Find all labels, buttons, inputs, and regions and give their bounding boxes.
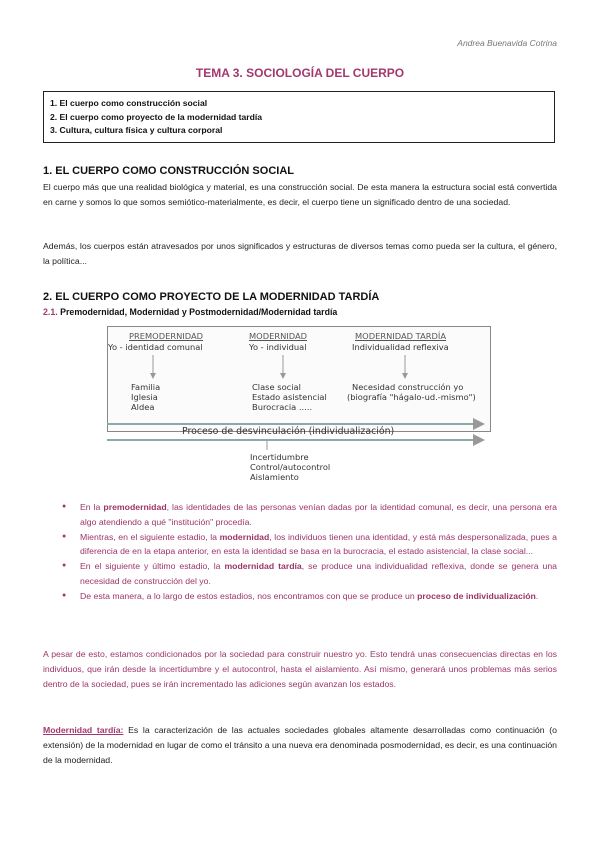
outcome-item: Aislamiento bbox=[250, 472, 299, 482]
toc-item: 3. Cultura, cultura física y cultura corporal bbox=[50, 125, 223, 135]
subsection-number: 2.1. bbox=[43, 307, 58, 317]
definition-keyword: Modernidad tardía: bbox=[43, 725, 124, 735]
subsection-title: Premodernidad, Modernidad y Postmodernidad/Modernidad tardía bbox=[60, 307, 338, 317]
bullet-item: ● En la premodernidad, las identidades de las personas venían dadas por la identidad comunal, es decir, una persona era algo atendiendo a qué "institución" procedía. bbox=[62, 500, 557, 530]
late-modernity-definition bbox=[43, 723, 557, 767]
modernity-identity: Yo - individual bbox=[249, 342, 307, 352]
process-label: Proceso de desvinculación (individualización) bbox=[182, 426, 395, 437]
section-1-heading: 1. EL CUERPO COMO CONSTRUCCIÓN SOCIAL bbox=[43, 165, 294, 177]
late-modernity-identity: Individualidad reflexiva bbox=[352, 342, 449, 352]
modernity-label: MODERNIDAD bbox=[249, 331, 308, 341]
late-modernity-item: Necesidad construcción yo bbox=[352, 382, 464, 392]
section-1-paragraph-1: El cuerpo más que una realidad biológica y material, es una construcción social. De esta manera la estructura social está convertida en carne y somos lo que somos semiótico-materialmente, es decir, el cuerpo tiene un significado dentro de una sociedad. bbox=[43, 182, 557, 207]
author-name: Andrea Buenavida Cotrina bbox=[457, 38, 557, 48]
conclusion-paragraph: A pesar de esto, estamos condicionados por la sociedad para construir nuestro yo. Esto tendrá unas consecuencias directas en los individuos, que irán desde la incertidumbre y el autocontrol, hasta el aislamiento. Así mismo, generará unos problemas más serios dentro de la sociedad, pues se irán incrementado las adiciones según avanzan los estados. bbox=[43, 649, 557, 689]
bullet-item: ● En el siguiente y último estadio, la modernidad tardía, se produce una individualidad reflexiva, donde se genera una necesidad de construcción del yo. bbox=[62, 559, 557, 589]
toc-item: 1. El cuerpo como construcción social bbox=[50, 98, 208, 108]
document-title: TEMA 3. SOCIOLOGÍA DEL CUERPO bbox=[195, 66, 405, 80]
late-modernity-label: MODERNIDAD TARDÍA bbox=[355, 331, 447, 341]
outcome-item: Control/autocontrol bbox=[250, 462, 331, 472]
premodernity-item: Iglesia bbox=[131, 392, 158, 402]
bullet-item: ● Mientras, en el siguiente estadio, la modernidad, los individuos tienen una identidad, y está más despersonalizada, pues a diferencia de en la etapa anterior, en esta la identidad se basa en la burocracia, el estado asistencial, la clase social... bbox=[62, 530, 557, 560]
stages-bullet-list bbox=[62, 500, 557, 604]
premodernity-identity: Yo - identidad comunal bbox=[108, 342, 203, 352]
modernity-item: Clase social bbox=[252, 382, 301, 392]
modernity-item: Estado asistencial bbox=[252, 392, 327, 402]
table-of-contents bbox=[43, 91, 555, 143]
subsection-heading bbox=[43, 307, 337, 317]
section-1-paragraph-2: Además, los cuerpos están atravesados por unos significados y estructuras de diversos temas como pueda ser la cultura, el género, la política... bbox=[43, 241, 557, 266]
late-modernity-item: (biografía "hágalo-ud.-mismo") bbox=[347, 392, 476, 402]
modernity-diagram bbox=[107, 326, 497, 506]
definition-text: Es la caracterización de las actuales sociedades globales altamente desarrolladas como continuación (o extensión) de la modernidad en lugar de como el tránsito a una nueva era denominada posmodernidad, es decir, es una continuación de la modernidad. bbox=[43, 725, 557, 765]
premodernity-item: Familia bbox=[131, 382, 161, 392]
premodernity-label: PREMODERNIDAD bbox=[129, 331, 204, 341]
premodernity-item: Aldea bbox=[131, 402, 155, 412]
bullet-item: ● De esta manera, a lo largo de estos estadios, nos encontramos con que se produce un proceso de individualización. bbox=[62, 589, 557, 604]
toc-item: 2. El cuerpo como proyecto de la modernidad tardía bbox=[50, 111, 263, 122]
diagram-arrows bbox=[107, 326, 497, 506]
modernity-item: Burocracia ..... bbox=[252, 402, 313, 412]
outcome-item: Incertidumbre bbox=[250, 452, 309, 462]
section-2-heading: 2. EL CUERPO COMO PROYECTO DE LA MODERNIDAD TARDÍA bbox=[43, 291, 380, 303]
